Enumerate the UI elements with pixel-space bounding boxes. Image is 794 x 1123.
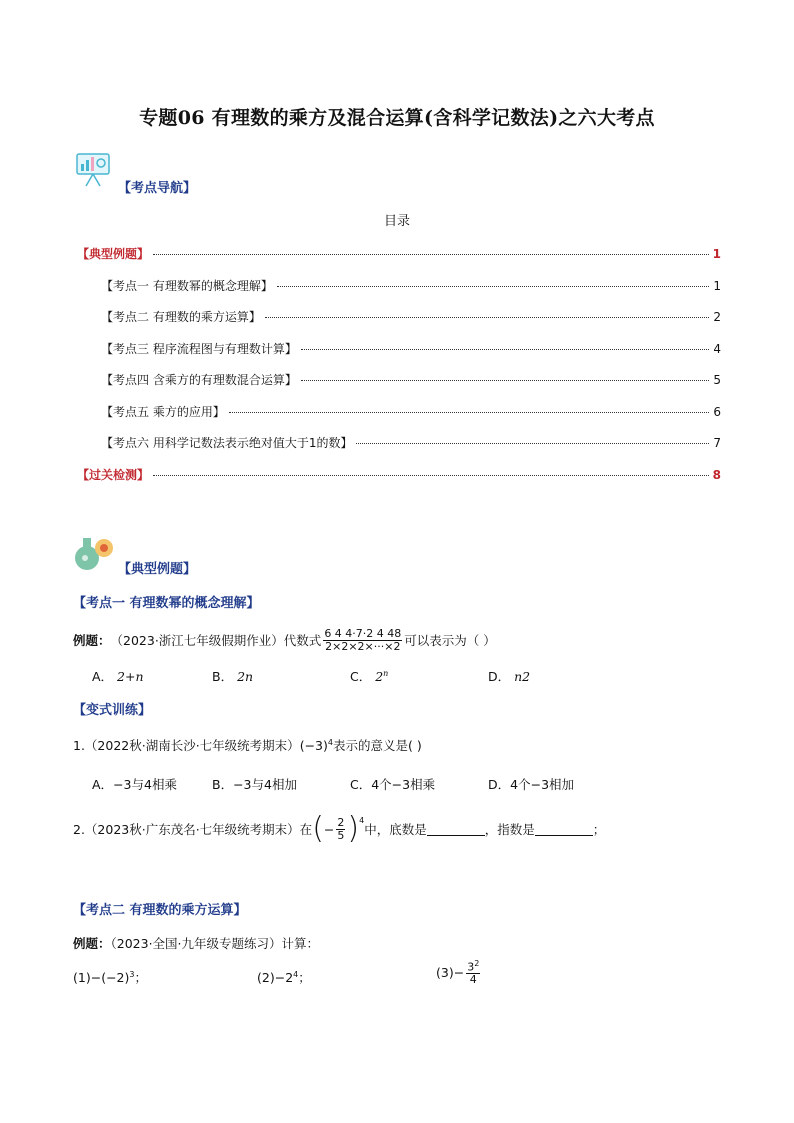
toc-row-kp4[interactable] xyxy=(101,371,721,388)
kp2-heading: 【考点二 有理数的乘方运算】 xyxy=(73,903,247,918)
item-expression: −(−2) xyxy=(90,970,130,985)
option-text: 4个−3相加 xyxy=(510,777,575,792)
kp1-option-d[interactable] xyxy=(488,667,530,685)
kp1-heading: 【考点一 有理数幂的概念理解】 xyxy=(73,596,260,611)
option-key: A． xyxy=(92,777,114,792)
option-text: n2 xyxy=(514,669,531,684)
toc-row-kp3[interactable] xyxy=(101,340,721,357)
option-key: C． xyxy=(350,669,372,684)
question-prefix: 1.（2022秋·湖南长沙·七年级统考期末） xyxy=(73,738,300,753)
expression-fraction xyxy=(323,628,402,652)
kp2-item-1 xyxy=(73,968,147,986)
fraction-denominator: 5 xyxy=(337,828,345,842)
q1-option-b[interactable] xyxy=(212,775,297,793)
toc-label: 【典型例题】 xyxy=(77,247,150,261)
option-text: −3与4相加 xyxy=(233,777,297,792)
fraction-denominator: 2×2×2×···×2 xyxy=(325,639,401,653)
option-key: C． xyxy=(350,777,372,792)
option-text: 2+n xyxy=(117,669,144,684)
flask-icon xyxy=(72,532,118,572)
option-text: 2 xyxy=(375,669,384,684)
whiteboard-icon xyxy=(74,150,114,190)
toc-row-check[interactable] xyxy=(77,466,721,483)
item-label: (3) xyxy=(436,965,454,981)
toc-label: 【考点五 乘方的应用】 xyxy=(101,405,225,419)
toc-leader xyxy=(265,317,710,318)
toc-row-kp5[interactable] xyxy=(101,403,721,420)
toc-label: 【过关检测】 xyxy=(77,468,150,482)
item-label: (2) xyxy=(257,970,275,985)
exponent-answer-blank[interactable] xyxy=(535,823,593,836)
minus-sign: − xyxy=(323,821,335,837)
examples-header: 【典型例题】 xyxy=(118,562,197,577)
left-paren: ( xyxy=(312,811,324,846)
fraction-sup: 2 xyxy=(474,959,480,968)
toc-label: 【考点六 用科学记数法表示绝对值大于1的数】 xyxy=(101,436,353,450)
toc-page: 1 xyxy=(713,279,721,293)
question-mid: 中，底数是 xyxy=(364,822,427,837)
kp2-item-2 xyxy=(257,968,311,986)
fraction-numerator: 6 4 4·7·2 4 48 xyxy=(324,627,402,640)
toc-label: 【考点二 有理数的乘方运算】 xyxy=(101,310,261,324)
kp1-q2 xyxy=(73,811,606,846)
item-tail: ； xyxy=(298,970,311,985)
option-key: D． xyxy=(488,777,511,792)
toc-row-examples[interactable] xyxy=(77,245,721,262)
toc-page: 1 xyxy=(712,247,721,261)
option-key: A． xyxy=(92,669,114,684)
kp2-example xyxy=(73,934,319,952)
fraction-numerator: 2 xyxy=(337,815,345,829)
toc-page: 5 xyxy=(713,373,721,387)
fraction-denominator: 4 xyxy=(469,973,477,987)
page-title: 专题06 有理数的乘方及混合运算(含科学记数法)之六大考点 xyxy=(139,107,655,129)
toc-row-kp6[interactable] xyxy=(101,434,721,451)
option-key: D． xyxy=(488,669,511,684)
q1-option-c[interactable] xyxy=(350,775,435,793)
kp1-example xyxy=(73,628,496,652)
option-text: −3与4相乘 xyxy=(113,777,177,792)
toc-row-kp2[interactable] xyxy=(101,308,721,325)
toc-leader xyxy=(356,443,709,444)
question-tail: 表示的意义是( ) xyxy=(332,738,422,753)
toc-label: 【考点一 有理数幂的概念理解】 xyxy=(101,279,273,293)
option-text: 4个−3相乘 xyxy=(371,777,436,792)
q1-option-d[interactable] xyxy=(488,775,574,793)
kp2-item-3 xyxy=(436,960,480,986)
item-sup: 4 xyxy=(293,969,299,979)
toc-leader xyxy=(277,286,710,287)
item-fraction xyxy=(466,960,480,986)
question-prefix: 2.（2023秋·广东茂名·七年级统考期末）在 xyxy=(73,822,313,837)
toc-page: 8 xyxy=(712,468,721,482)
right-paren: ) xyxy=(347,811,360,846)
kp1-option-c[interactable] xyxy=(350,667,388,685)
question-expression: (−3) xyxy=(299,738,328,753)
example-label: 例题： xyxy=(73,633,111,649)
example-text: （2023·全国·九年级专题练习）计算： xyxy=(110,936,320,951)
item-label: (1) xyxy=(73,970,91,985)
toc-page: 6 xyxy=(713,405,721,419)
base-fraction xyxy=(336,817,345,841)
option-sup: n xyxy=(383,668,389,678)
example-tail: 可以表示为（ ） xyxy=(404,633,496,649)
nav-header: 【考点导航】 xyxy=(118,181,197,196)
toc-leader xyxy=(229,412,710,413)
question-mid2: ，指数是 xyxy=(484,822,535,837)
variant-header: 【变式训练】 xyxy=(73,703,152,718)
item-tail: ； xyxy=(134,970,147,985)
toc-label: 【考点四 含乘方的有理数混合运算】 xyxy=(101,373,297,387)
toc-leader xyxy=(301,349,710,350)
toc-page: 2 xyxy=(713,310,721,324)
example-label: 例题： xyxy=(73,936,111,951)
item-expression: − xyxy=(453,965,465,981)
exponent: 4 xyxy=(359,816,365,825)
toc-page: 4 xyxy=(713,342,721,356)
item-sup: 3 xyxy=(129,969,135,979)
toc-page: 7 xyxy=(713,436,721,450)
example-text: （2023·浙江七年级假期作业）代数式 xyxy=(110,633,322,649)
q1-option-a[interactable] xyxy=(92,775,177,793)
toc-leader xyxy=(153,254,709,255)
toc-title: 目录 xyxy=(383,214,410,229)
toc-leader xyxy=(153,475,709,476)
question-sup: 4 xyxy=(327,737,333,747)
toc-label: 【考点三 程序流程图与有理数计算】 xyxy=(101,342,297,356)
option-key: B． xyxy=(212,669,234,684)
option-key: B． xyxy=(212,777,234,792)
toc-row-kp1[interactable] xyxy=(101,277,721,294)
item-expression: −2 xyxy=(274,970,294,985)
option-text: 2n xyxy=(237,669,254,684)
kp1-q1 xyxy=(73,736,422,754)
fraction-numerator: 3 xyxy=(467,960,475,974)
question-tail: ； xyxy=(592,822,606,837)
kp1-option-a[interactable] xyxy=(92,667,144,685)
toc-leader xyxy=(301,380,710,381)
base-answer-blank[interactable] xyxy=(427,823,485,836)
kp1-option-b[interactable] xyxy=(212,667,253,685)
